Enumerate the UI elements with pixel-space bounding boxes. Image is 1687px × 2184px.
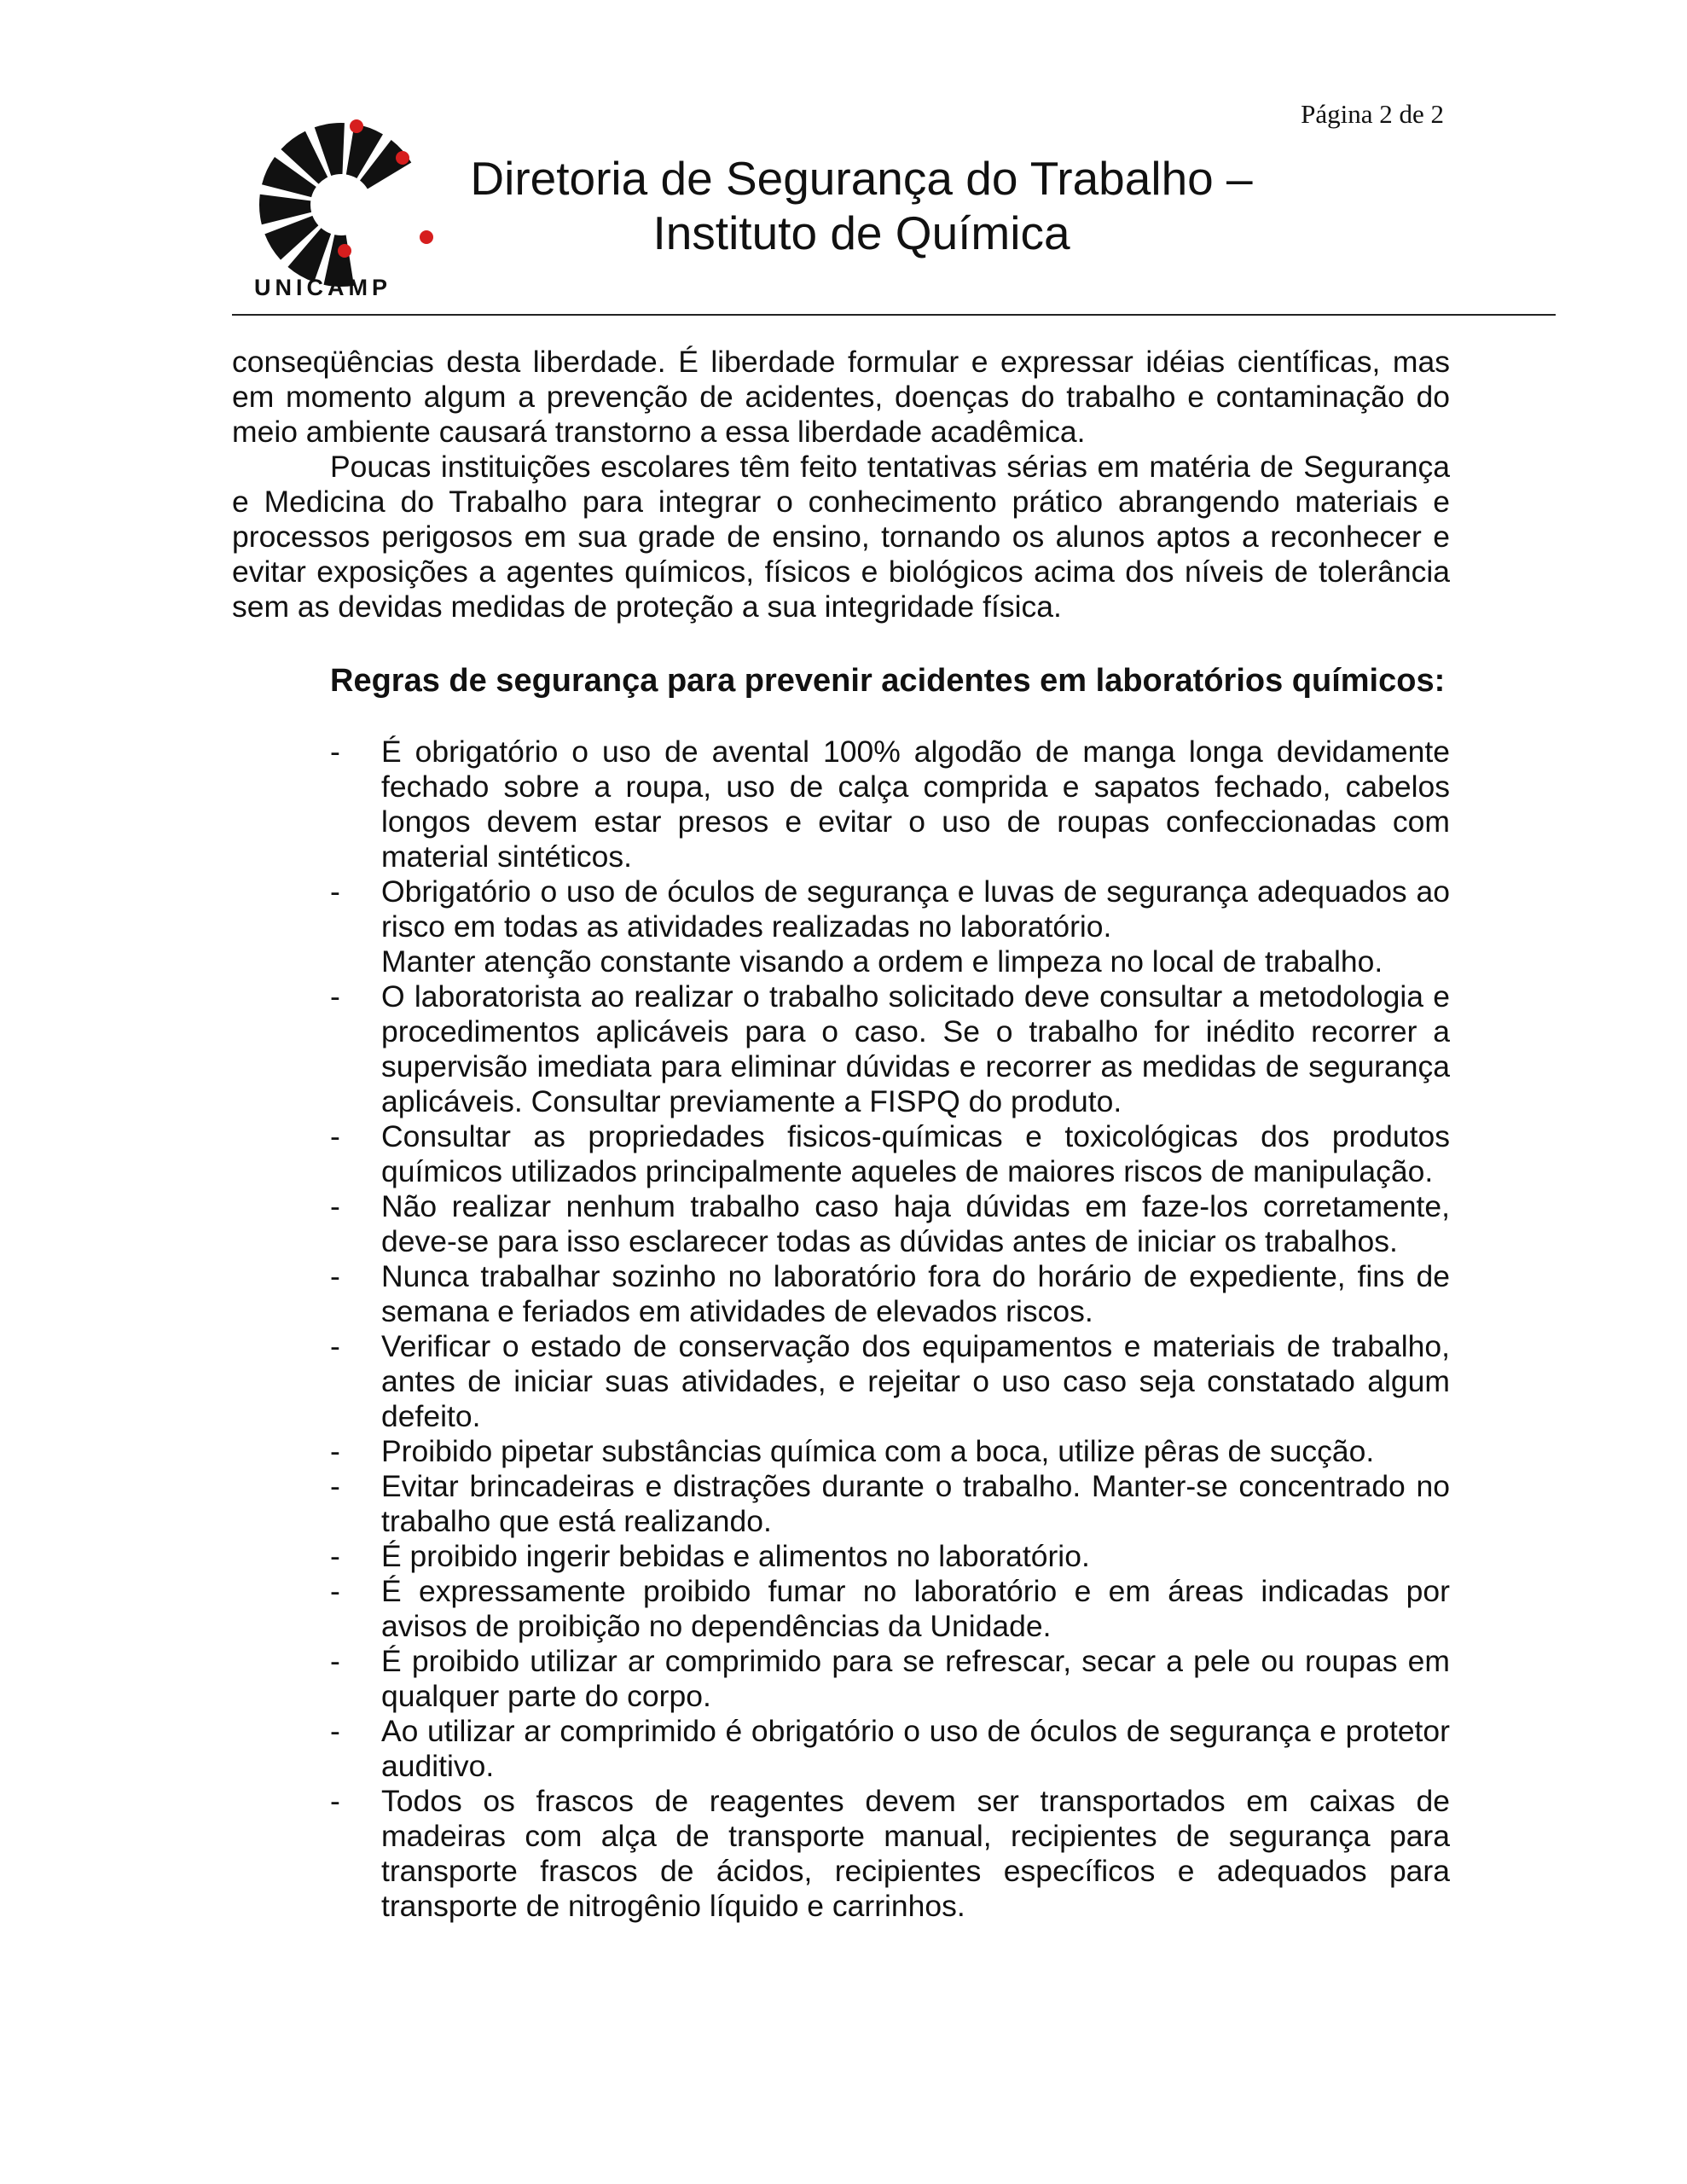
list-item-text: Obrigatório o uso de óculos de segurança e luvas de segurança adequados ao risco em todas as atividades realizadas no laboratório. bbox=[381, 874, 1450, 944]
logo-dot bbox=[338, 244, 351, 258]
list-item bbox=[330, 874, 1450, 944]
list-bullet: - bbox=[330, 979, 340, 1014]
list-item-text: Todos os frascos de reagentes devem ser transportados em caixas de madeiras com alça de transporte manual, recipientes de segurança para transporte frascos de ácidos, recipientes específicos e adequados para transporte de nitrogênio líquido e carrinhos. bbox=[381, 1784, 1450, 1923]
logo-dot bbox=[396, 151, 409, 165]
list-item-text: É obrigatório o uso de avental 100% algodão de manga longa devidamente fechado sobre a roupa, uso de calça comprida e sapatos fechado, cabelos longos devem estar presos e evitar o uso de roupas confeccionadas com material sintéticos. bbox=[381, 735, 1450, 874]
list-item bbox=[381, 944, 1450, 979]
list-item-text: Verificar o estado de conservação dos equipamentos e materiais de trabalho, antes de iniciar suas atividades, e rejeitar o uso caso seja constatado algum defeito. bbox=[381, 1329, 1450, 1433]
list-bullet: - bbox=[330, 1119, 340, 1153]
list-item bbox=[330, 1434, 1450, 1469]
logo-wordmark: UNICAMP bbox=[254, 275, 391, 300]
list-item bbox=[330, 1714, 1450, 1784]
list-item bbox=[330, 1784, 1450, 1924]
list-item-text: Manter atenção constante visando a ordem e limpeza no local de trabalho. bbox=[381, 944, 1383, 979]
list-item bbox=[330, 1539, 1450, 1574]
list-bullet: - bbox=[330, 1714, 340, 1748]
page-title bbox=[426, 151, 1296, 260]
header-divider bbox=[232, 314, 1556, 316]
list-item-text: Ao utilizar ar comprimido é obrigatório o uso de óculos de segurança e protetor auditivo. bbox=[381, 1714, 1450, 1783]
list-bullet: - bbox=[330, 735, 340, 769]
list-bullet: - bbox=[330, 1434, 340, 1468]
list-bullet: - bbox=[330, 1784, 340, 1818]
list-item bbox=[330, 735, 1450, 874]
list-item bbox=[330, 1329, 1450, 1434]
safety-rules-list bbox=[232, 735, 1450, 1924]
paragraph-continuation: conseqüências desta liberdade. É liberdade formular e expressar idéias científicas, mas em momento algum a prevenção de acidentes, doenças do trabalho e contaminação do meio ambiente causará transtorno a essa liberdade acadêmica. bbox=[232, 345, 1450, 449]
logo-dot bbox=[350, 119, 363, 133]
paragraph-institutions: Poucas instituições escolares têm feito tentativas sérias em matéria de Segurança e Medicina do Trabalho para integrar o conhecimento prático abrangendo materiais e processos perigosos em sua grade de ensino, tornando os alunos aptos a reconhecer e evitar exposições a agentes químicos, físicos e biológicos acima dos níveis de tolerância sem as devidas medidas de proteção a sua integridade física. bbox=[232, 450, 1450, 624]
list-bullet: - bbox=[330, 1574, 340, 1608]
list-item-text: O laboratorista ao realizar o trabalho solicitado deve consultar a metodologia e procedimentos aplicáveis para o caso. Se o trabalho for inédito recorrer a supervisão imediata para eliminar dúvidas e recorrer as medidas de segurança aplicáveis. Consultar previamente a FISPQ do produto. bbox=[381, 979, 1450, 1118]
document-body bbox=[232, 345, 1450, 1924]
list-bullet: - bbox=[330, 1539, 340, 1573]
list-item bbox=[330, 1469, 1450, 1539]
list-item-text: Não realizar nenhum trabalho caso haja dúvidas em faze-los corretamente, deve-se para isso esclarecer todas as dúvidas antes de iniciar os trabalhos. bbox=[381, 1189, 1450, 1258]
list-item-text: Consultar as propriedades fisicos-químicas e toxicológicas dos produtos químicos utilizados principalmente aqueles de maiores riscos de manipulação. bbox=[381, 1119, 1450, 1188]
list-bullet: - bbox=[330, 1189, 340, 1223]
section-heading: Regras de segurança para prevenir acidentes em laboratórios químicos: bbox=[330, 663, 1446, 699]
list-item bbox=[330, 979, 1450, 1119]
list-bullet: - bbox=[330, 1259, 340, 1293]
list-item bbox=[330, 1119, 1450, 1189]
list-item bbox=[330, 1574, 1450, 1644]
page-number: Página 2 de 2 bbox=[1301, 99, 1444, 129]
list-item-text: Evitar brincadeiras e distrações durante o trabalho. Manter-se concentrado no trabalho que está realizando. bbox=[381, 1469, 1450, 1538]
list-item-text: Nunca trabalhar sozinho no laboratório fora do horário de expediente, fins de semana e feriados em atividades de elevados riscos. bbox=[381, 1259, 1450, 1328]
list-bullet: - bbox=[330, 1469, 340, 1503]
list-bullet: - bbox=[330, 874, 340, 909]
list-item bbox=[330, 1189, 1450, 1259]
list-item-text: É proibido utilizar ar comprimido para se refrescar, secar a pele ou roupas em qualquer parte do corpo. bbox=[381, 1644, 1450, 1713]
list-item bbox=[330, 1259, 1450, 1329]
list-item-text: É proibido ingerir bebidas e alimentos no laboratório. bbox=[381, 1539, 1090, 1573]
title-line-1: Diretoria de Segurança do Trabalho – bbox=[470, 152, 1253, 205]
title-line-2: Instituto de Química bbox=[652, 206, 1070, 259]
list-item-text: É expressamente proibido fumar no laboratório e em áreas indicadas por avisos de proibição no dependências da Unidade. bbox=[381, 1574, 1450, 1643]
list-bullet: - bbox=[330, 1329, 340, 1363]
list-item bbox=[330, 1644, 1450, 1714]
list-bullet: - bbox=[330, 1644, 340, 1678]
list-item-text: Proibido pipetar substâncias química com a boca, utilize pêras de sucção. bbox=[381, 1434, 1375, 1468]
